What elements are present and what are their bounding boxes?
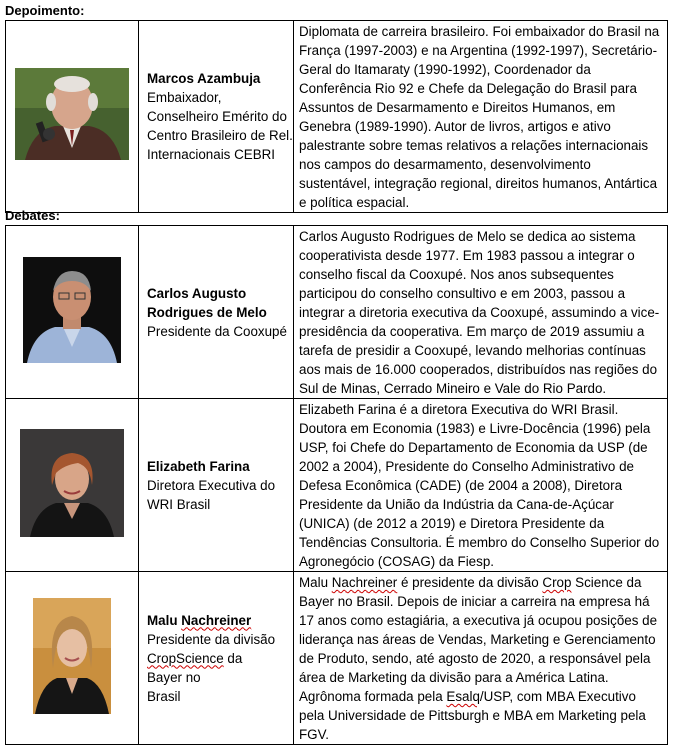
portrait-marcos-azambuja bbox=[15, 68, 129, 160]
bio-flagged-word: Crop bbox=[542, 575, 572, 590]
table-row bbox=[6, 399, 668, 572]
name-cell bbox=[139, 21, 294, 213]
person-bio bbox=[299, 573, 663, 744]
person-name: Marcos Azambuja bbox=[147, 71, 261, 86]
name-cell bbox=[139, 226, 294, 399]
person-bio: Elizabeth Farina é a diretora Executiva do WRI Brasil. Doutora em Economia (1983) e Livre-Docência (1996) pela USP, foi Chefe do Departamento de Economia da USP (de 2002 a 2004), Presidente do Conselho Administrativo de Defesa Econômica (CADE) (de 2004 a 2008), Diretora Presidente da União da Indústria da Cana-de-Açúcar (UNICA) (de 2012 a 2019) e Diretora Presidente da Tendências Consultoria. É membro do Conselho Superior do Agronegócio (COSAG) da Fiesp. bbox=[299, 402, 660, 569]
photo-cell bbox=[6, 572, 139, 745]
name-first: Malu bbox=[147, 612, 178, 628]
role-line-e: Brasil bbox=[147, 688, 181, 704]
depoimento-table bbox=[5, 20, 668, 213]
table-row bbox=[6, 21, 668, 213]
bio-text: Science da Bayer no Brasil. Depois de iniciar a carreira na empresa há 17 anos como estagiária, a executiva já ocupou posições de liderança nas áreas de Vendas, Marketing e Gerenciamento de Produto, sendo, até agosto de 2020, a responsável pela área de Marketing da divisão para a América Latina. Agrônoma formada pela bbox=[299, 575, 658, 704]
portrait-elizabeth-farina bbox=[20, 429, 124, 537]
name-last: Nachreiner bbox=[181, 612, 252, 628]
bio-text: /USP, com MBA Executivo pela Universidade de Pittsburgh e MBA em Marketing pela FGV. bbox=[299, 689, 646, 742]
name-cell bbox=[139, 399, 294, 572]
name-cell bbox=[139, 572, 294, 745]
bio-flagged-word: Nachreiner bbox=[331, 575, 398, 590]
person-role bbox=[147, 630, 293, 706]
bio-cell bbox=[294, 399, 668, 572]
role-line-b: CropScience bbox=[147, 650, 224, 666]
photo-cell bbox=[6, 399, 139, 572]
depoimento-heading: Depoimento: bbox=[5, 3, 85, 18]
debates-table bbox=[5, 225, 668, 745]
person-role: Embaixador, Conselheiro Emérito do Centro Brasileiro de Rel. Internacionais CEBRI bbox=[147, 90, 293, 162]
portrait-carlos-melo bbox=[23, 257, 121, 363]
debates-heading: Debates: bbox=[5, 208, 60, 223]
role-line-a: Presidente da divisão bbox=[147, 631, 276, 647]
bio-text: é presidente da divisão bbox=[397, 575, 543, 590]
portrait-malu-nachreiner bbox=[33, 598, 111, 714]
role-line-d: Bayer no bbox=[147, 669, 201, 685]
table-row bbox=[6, 226, 668, 399]
photo-cell bbox=[6, 21, 139, 213]
bio-cell bbox=[294, 21, 668, 213]
bio-flagged-word: Esalq bbox=[446, 689, 480, 704]
photo-cell bbox=[6, 226, 139, 399]
person-role: Presidente da Cooxupé bbox=[147, 323, 287, 339]
person-name: Carlos Augusto Rodrigues de Melo bbox=[147, 285, 267, 320]
person-bio: Carlos Augusto Rodrigues de Melo se dedica ao sistema cooperativista desde 1977. Em 1983 passou a integrar o conselho fiscal da Cooxupé. Nos anos subsequentes participou do conselho consultivo e em 2003, passou a integrar a diretoria executiva da Cooxupé, assumindo a vice-presidência da cooperativa. Em março de 2019 assumiu a tarefa de presidir a Cooxupé, levando melhorias contínuas aos mais de 16.000 cooperados, distribuídos nas regiões do Sul de Minas, Cerrado Mineiro e Vale do Rio Pardo. bbox=[299, 229, 660, 396]
person-name: Elizabeth Farina bbox=[147, 458, 250, 474]
role-line-c: da bbox=[223, 650, 243, 666]
person-name bbox=[147, 611, 293, 630]
bio-cell bbox=[294, 226, 668, 399]
table-row bbox=[6, 572, 668, 745]
bio-cell bbox=[294, 572, 668, 745]
person-role: Diretora Executiva do WRI Brasil bbox=[147, 477, 276, 512]
person-bio: Diplomata de carreira brasileiro. Foi embaixador do Brasil na França (1997-2003) e na Argentina (1992-1997), Secretário-Geral do Itamaraty (1990-1992), Coordenador da Conferência Rio 92 e Chefe da Delegação do Brasil para Assuntos de Desarmamento e Direitos Humanos, em Genebra (1989-1990). Autor de livros, artigos e ativo palestrante sobre temas relativos a relações internacionais nos campos do desarmamento, desenvolvimento sustentável, integração regional, direitos humanos, Antártica e política espacial. bbox=[299, 24, 660, 210]
bio-text: Malu bbox=[299, 575, 332, 590]
